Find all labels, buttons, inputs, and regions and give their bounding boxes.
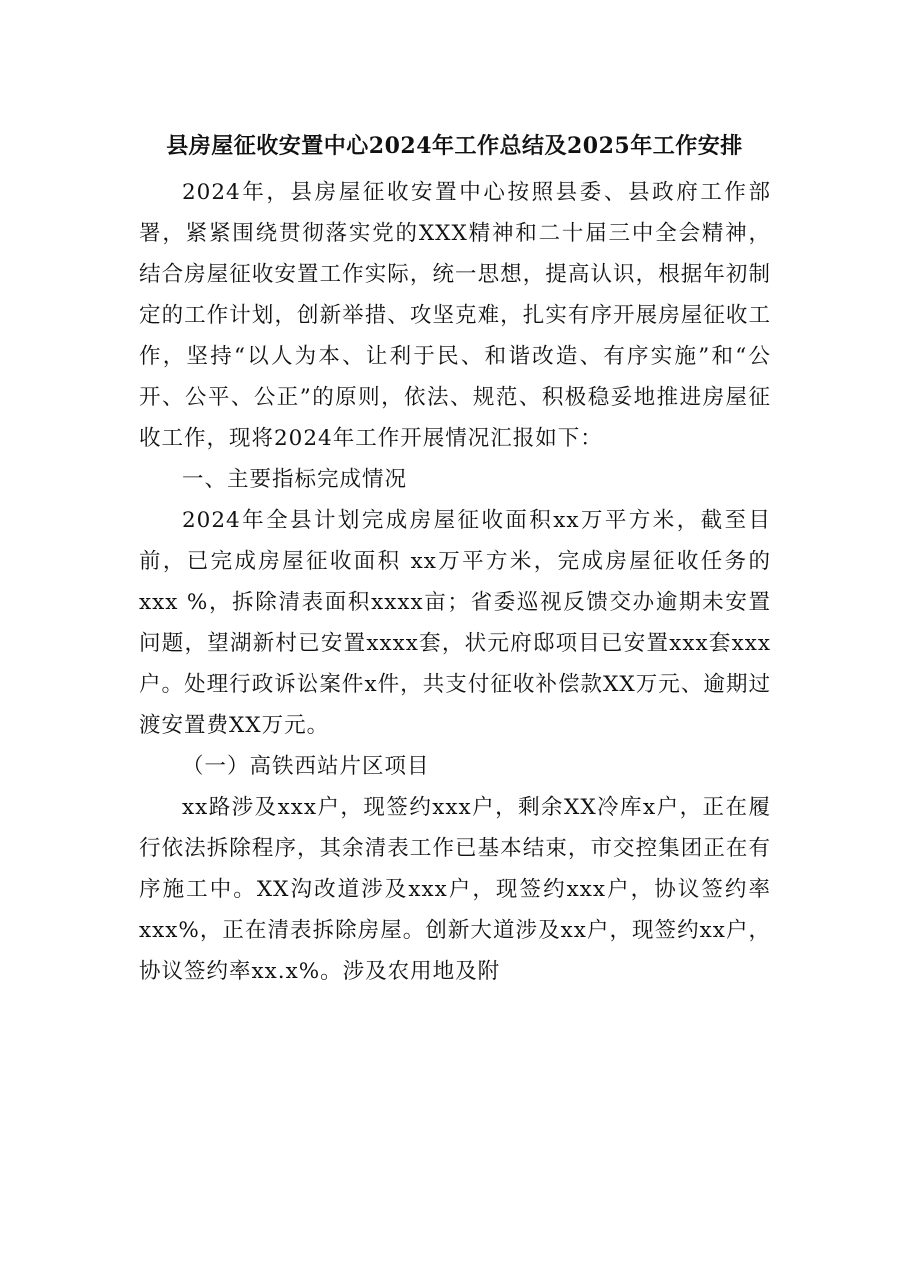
- subsection-heading-west-station: （一）高铁西站片区项目: [182, 754, 430, 779]
- section-heading-main-indicators: 一、主要指标完成情况: [182, 467, 408, 492]
- intro-paragraph: 2024年，县房屋征收安置中心按照县委、县政府工作部署，紧紧围绕贯彻落实党的XXX精神和二十届三中全会精神，结合房屋征收安置工作实际，统一思想，提高认识，根据年初制定的工作计划，创新举措、攻坚克难，扎实有序开展房屋征收工作，坚持“以人为本、让利于民、和谐改造、有序实施”和“公开、公平、公正”的原则，依法、规范、积极稳妥地推进房屋征收工作，现将2024年工作开展情况汇报如下：: [139, 180, 771, 451]
- west-station-paragraph: xx路涉及xxx户，现签约xxx户，剩余XX冷库x户，正在履行依法拆除程序，其余清表工作已基本结束，市交控集团正在有序施工中。XX沟改道涉及xxx户，现签约xxx户，协议签约率xxx%，正在清表拆除房屋。创新大道涉及xx户，现签约xx户，协议签约率xx.x%。涉及农用地及附: [139, 795, 771, 984]
- document-title: 县房屋征收安置中心2024年工作总结及2025年工作安排: [166, 133, 743, 159]
- indicators-paragraph: 2024年全县计划完成房屋征收面积xx万平方米，截至目前，已完成房屋征收面积 xx万平方米，完成房屋征收任务的xxx %，拆除清表面积xxxx亩；省委巡视反馈交办逾期未安置问题，望湖新村已安置xxxx套，状元府邸项目已安置xxx套xxx户。处理行政诉讼案件x件，共支付征收补偿款XX万元、逾期过渡安置费XX万元。: [139, 508, 771, 738]
- document-body: [139, 172, 771, 992]
